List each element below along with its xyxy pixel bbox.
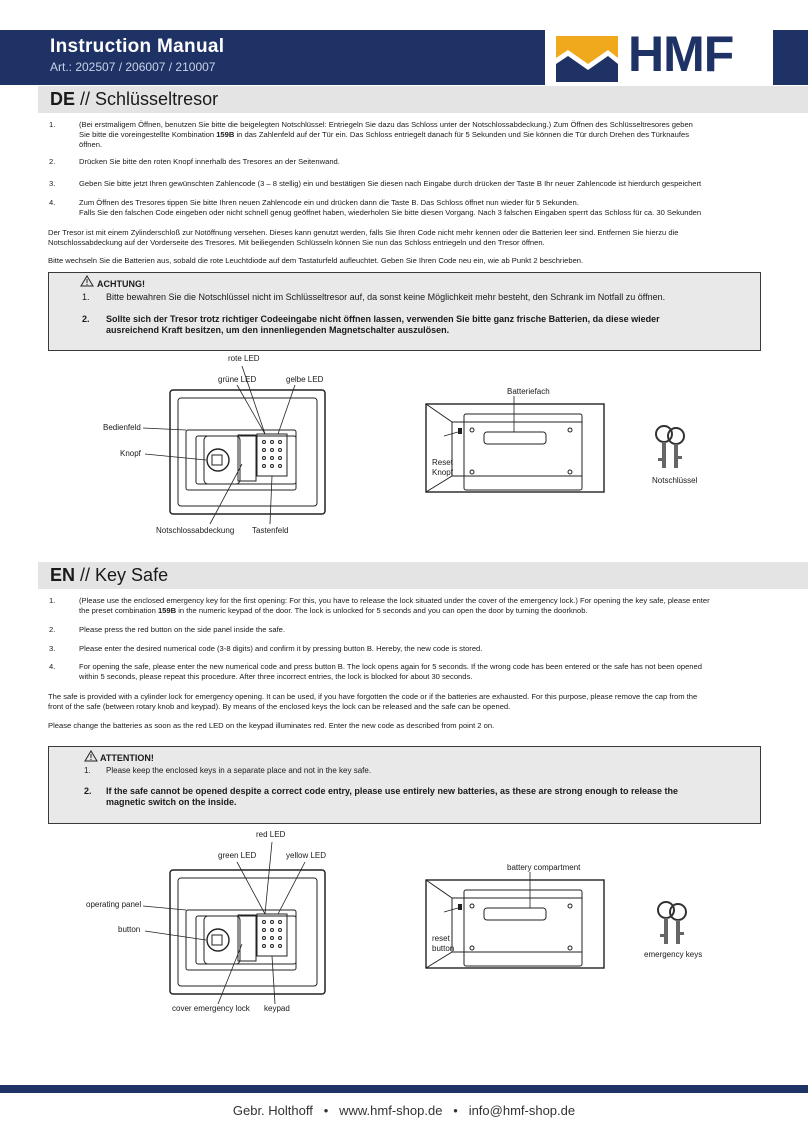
item-number: 2.	[49, 625, 56, 634]
document-title: Instruction Manual	[50, 36, 225, 57]
label-operating-panel: operating panel	[86, 900, 142, 909]
paragraph-line: The safe is provided with a cylinder lock for emergency opening. It can be used, if you have forgotten the code or if the batteries are exhausted. For this purpose, please remove the cap from the	[48, 692, 698, 701]
email-link[interactable]: info@hmf-shop.de	[468, 1103, 576, 1118]
warning-box-en	[48, 746, 761, 824]
footer-contact	[0, 1103, 808, 1118]
warning-text: Please keep the enclosed keys in a separate place and not in the key safe.	[106, 766, 372, 775]
item-number: 2.	[84, 786, 92, 796]
lang-code: EN	[50, 565, 76, 585]
label-reset-button: button	[432, 944, 455, 953]
paragraph-line: front of the safe (between rotary knob and keypad). By means of the enclosed keys the lock can be released and the safe can be opened.	[48, 702, 511, 711]
item-text: Zum Öffnen des Tresores tippen Sie bitte Ihren neuen Zahlencode ein und drücken dann die Taste B. Das Schloss öffnet nun wieder für 5 Sekunden.	[79, 198, 579, 207]
paragraph-battery: Bitte wechseln Sie die Batterien aus, sobald die rote Leuchtdiode auf dem Tastaturfeld aufleuchtet. Geben Sie Ihren Code neu ein, wie ab Punkt 2 beschrieben.	[48, 256, 584, 265]
paragraph-battery: Please change the batteries as soon as the red LED on the keypad illuminates red. Enter the new code as described from point 2 on.	[48, 721, 495, 730]
warning-line: magnetic switch on the inside.	[106, 797, 237, 807]
label-keypad: Tastenfeld	[252, 526, 289, 535]
safe-front-diagram	[140, 832, 360, 1022]
label-emergency-cover: Notschlossabdeckung	[156, 526, 235, 535]
label-emergency-keys: emergency keys	[644, 950, 703, 959]
combination-code: 159B	[157, 606, 177, 615]
warning-text: Bitte bewahren Sie die Notschlüssel nicht im Schlüsseltresor auf, da sonst keine Möglichkeit mehr besteht, den Schrank im Notfall zu öffnen.	[106, 292, 666, 302]
item-text: For opening the safe, please enter the new numerical code and press button B. The lock opens again for 5 seconds. If the wrong code has been entered or the safe has not been opened	[79, 662, 702, 671]
item-number: 4.	[49, 198, 56, 207]
label-reset: Reset	[432, 458, 453, 467]
paragraph-line: Der Tresor ist mit einem Zylinderschloß zur Notöffnung versehen. Dieses kann genutzt werden, falls Sie Ihren Code nicht mehr kennen oder die Batterien leer sind. Entfernen Sie hierzu die	[48, 228, 679, 237]
item-text-part: in the numeric keypad of the door. The lock is unlocked for 5 seconds and you can open the door by turning the doorknob.	[176, 606, 588, 615]
item-text-part: Sie bitte die voreingestellte Kombination	[79, 130, 217, 139]
list-item	[79, 662, 759, 682]
warning-line: ausreichend Kraft besitzen, um den innenliegenden Magnetschalter auszulösen.	[106, 325, 450, 335]
label-yellow-led: yellow LED	[286, 851, 327, 860]
list-item: Drücken Sie bitte den roten Knopf innerhalb des Tresores an der Seitenwand.	[79, 157, 340, 166]
label-keypad: keypad	[264, 1004, 290, 1013]
item-number: 3.	[49, 644, 56, 653]
list-item	[79, 198, 759, 218]
item-number: 2.	[49, 157, 56, 166]
hmf-logo-mark-icon	[548, 30, 628, 85]
item-text: (Bei erstmaligem Öffnen, benutzen Sie bitte die beigelegten Notschlüssel: Entriegeln Sie dazu das Schloss unter der Notschlossabdeckung.) Zum Öffnen des Schlüsseltresores geben	[79, 120, 693, 129]
website-link[interactable]: www.hmf-shop.de	[339, 1103, 443, 1118]
list-item	[79, 596, 759, 616]
label-emergency-cover: cover emergency lock	[172, 1004, 250, 1013]
section-heading-de	[38, 86, 808, 113]
label-reset: reset	[432, 934, 450, 943]
warning-title: ATTENTION!	[100, 753, 154, 763]
item-text-part: in das Zahlenfeld auf der Tür ein. Das Schloss entriegelt danach für 5 Sekunden und Sie können die Tür durch Drehen des Türknaufes	[234, 130, 690, 139]
list-item	[79, 120, 759, 150]
warning-triangle-icon	[84, 750, 98, 762]
lang-code: DE	[50, 89, 76, 109]
label-yellow-led: gelbe LED	[286, 375, 324, 384]
paragraph-emergency	[48, 228, 768, 248]
combination-code: 159B	[216, 130, 235, 139]
item-number: 4.	[49, 662, 56, 671]
item-text-part: the preset combination	[79, 606, 158, 615]
keys-icon	[648, 422, 694, 474]
list-item: Geben Sie bitte jetzt Ihren gewünschten Zahlencode (3 – 8 stellig) ein und bestätigen Sie diesen nach Eingabe durch drücken der Taste B Ihr neuer Zahlencode ist hierdurch gespeichert	[79, 179, 702, 188]
warning-text-bold	[106, 314, 746, 336]
item-number: 1.	[82, 292, 90, 302]
safe-inside-diagram	[418, 872, 618, 972]
item-text: öffnen.	[79, 140, 103, 149]
footer-bar	[0, 1085, 808, 1093]
warning-box-de	[48, 272, 761, 351]
item-number: 1.	[84, 766, 91, 775]
label-green-led: green LED	[218, 851, 257, 860]
item-text: within 5 seconds, please repeat this procedure. After three incorrect entries, the lock is blocked for about 30 seconds.	[79, 672, 473, 681]
label-knob: Knopf	[120, 449, 141, 458]
section-heading-en	[38, 562, 808, 589]
keys-icon	[650, 898, 696, 950]
warning-triangle-icon	[80, 275, 94, 287]
paragraph-emergency	[48, 692, 768, 712]
safe-inside-diagram	[418, 396, 618, 496]
label-green-led: grüne LED	[218, 375, 257, 384]
separator: •	[323, 1103, 329, 1118]
list-item: Please enter the desired numerical code (3-8 digits) and confirm it by pressing button B. Hereby, the new code is stored.	[79, 644, 483, 653]
section-title: // Key Safe	[80, 565, 169, 585]
item-text	[79, 130, 759, 140]
label-battery-compartment: battery compartment	[507, 863, 581, 872]
label-reset-button: Knopf	[432, 468, 453, 477]
warning-text-bold	[106, 786, 746, 808]
label-emergency-keys: Notschlüssel	[652, 476, 698, 485]
hmf-logo: HMF	[628, 26, 734, 82]
label-red-led: rote LED	[228, 354, 260, 363]
section-title: // Schlüsseltresor	[80, 89, 219, 109]
label-operating-panel: Bedienfeld	[103, 423, 141, 432]
item-number: 1.	[49, 120, 56, 129]
company-name: Gebr. Holthoff	[232, 1103, 313, 1118]
label-red-led: red LED	[256, 830, 286, 839]
label-battery-compartment: Batteriefach	[507, 387, 550, 396]
separator: •	[453, 1103, 458, 1118]
article-numbers: Art.: 202507 / 206007 / 210007	[50, 60, 216, 74]
warning-line: Sollte sich der Tresor trotz richtiger Codeeingabe nicht öffnen lassen, verwenden Sie bitte ganz frische Batterien, da diese wieder	[106, 314, 660, 324]
list-item: Please press the red button on the side panel inside the safe.	[79, 625, 286, 634]
item-text	[79, 606, 759, 616]
paragraph-line: Notschlossabdeckung auf der Vorderseite des Tresores. Mit beiliegenden Schlüsseln können Sie nun das Schloss entriegeln und den Tresor öffnen.	[48, 238, 545, 247]
warning-line: If the safe cannot be opened despite a correct code entry, please use entirely new batteries, as these are strong enough to release the	[106, 786, 679, 796]
item-text: Falls Sie den falschen Code eingeben oder nicht schnell genug geöffnet haben, wiederholen Sie bitte diesen Vorgang. Nach 3 falschen Eingaben sperrt das Schloss für ca. 30 Sekunden	[79, 208, 702, 217]
item-number: 1.	[49, 596, 56, 605]
item-number: 2.	[82, 314, 90, 324]
item-text: (Please use the enclosed emergency key for the first opening: For this, you have to release the lock situated under the cover of the emergency lock.) For opening the key safe, please enter	[79, 596, 710, 605]
item-number: 3.	[49, 179, 56, 188]
warning-title: ACHTUNG!	[97, 279, 145, 289]
label-knob: button	[118, 925, 141, 934]
